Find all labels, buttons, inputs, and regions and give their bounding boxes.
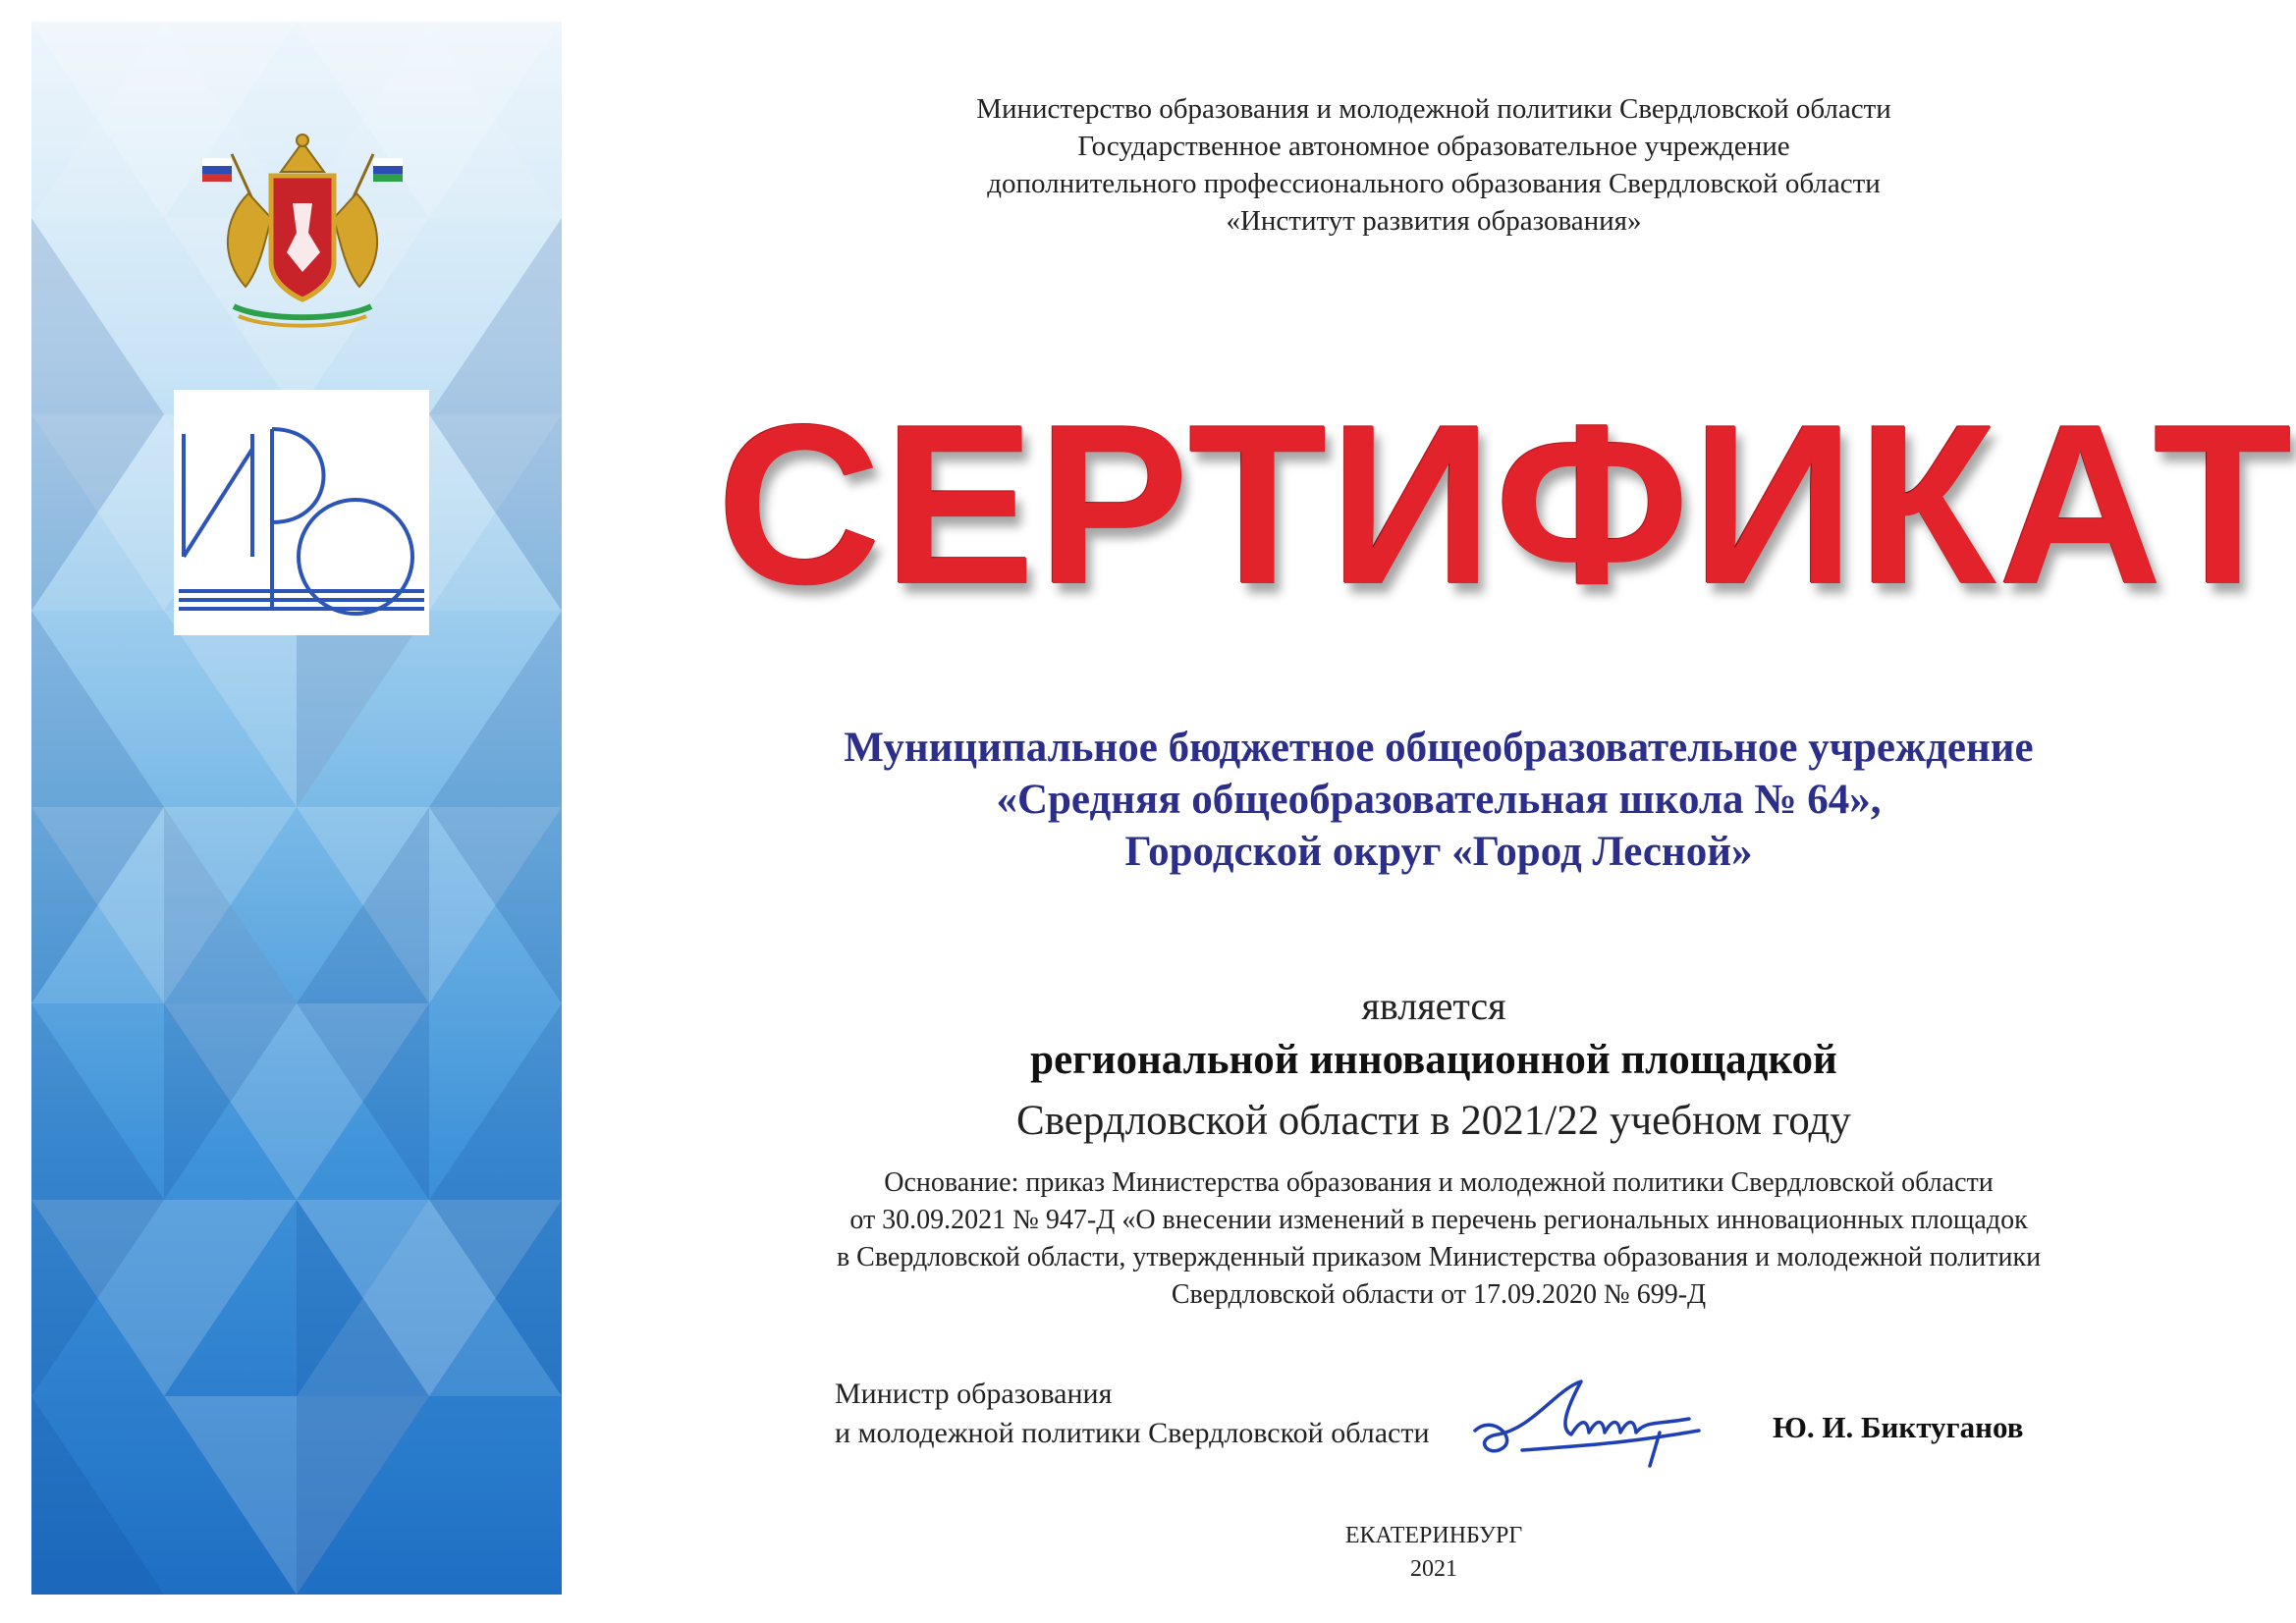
basis-line-2: от 30.09.2021 № 947-Д «О внесении изменений в перечень региональных инновационных площадок	[849, 1205, 2028, 1235]
signer-position	[835, 1375, 1463, 1453]
organization-line-3: Городской округ «Город Лесной»	[1124, 829, 1753, 875]
header-line-institution-type: Государственное автономное образовательное учреждение	[1077, 131, 1790, 162]
iro-logo	[174, 390, 429, 635]
organization-line-2: «Средняя общеобразовательная школа № 64»,	[996, 777, 1882, 823]
certificate-title: СЕРТИФИКАТ	[717, 378, 2295, 632]
position-line-1: Министр образования	[835, 1378, 1113, 1410]
header-line-ministry: Министерство образования и молодежной политики Свердловской области	[976, 93, 1891, 125]
position-line-2: и молодежной политики Свердловской области	[835, 1417, 1430, 1449]
status-region-year: Свердловской области в 2021/22 учебном году	[1016, 1098, 1851, 1144]
basis-line-3: в Свердловской области, утвержденный приказом Министерства образования и молодежной политики	[836, 1242, 2042, 1272]
organization-line-1: Муниципальное бюджетное общеобразовательное учреждение	[844, 725, 2034, 771]
legal-basis	[727, 1164, 2151, 1314]
issuer-header	[884, 90, 1984, 240]
signer-name: Ю. И. Биктуганов	[1773, 1410, 2024, 1444]
header-line-education-type: дополнительного профессионального образования Свердловской области	[987, 168, 1881, 199]
place-and-year	[1247, 1519, 1620, 1586]
iro-logo-icon	[174, 390, 429, 635]
signature-icon	[1463, 1370, 1728, 1478]
coat-of-arms-icon	[155, 125, 450, 341]
header-line-institution-name: «Институт развития образования»	[1226, 205, 1642, 237]
footer-city: ЕКАТЕРИНБУРГ	[1344, 1523, 1523, 1548]
footer-year: 2021	[1410, 1556, 1457, 1582]
basis-line-4: Свердловской области от 17.09.2020 № 699-Д	[1171, 1279, 1707, 1310]
status-verb: является	[1361, 984, 1506, 1028]
status-role: региональной инновационной площадкой	[1030, 1037, 1837, 1083]
recipient-organization	[727, 722, 2151, 878]
basis-line-1: Основание: приказ Министерства образования и молодежной политики Свердловской области	[884, 1167, 1994, 1198]
decorative-side-panel	[31, 22, 562, 1595]
